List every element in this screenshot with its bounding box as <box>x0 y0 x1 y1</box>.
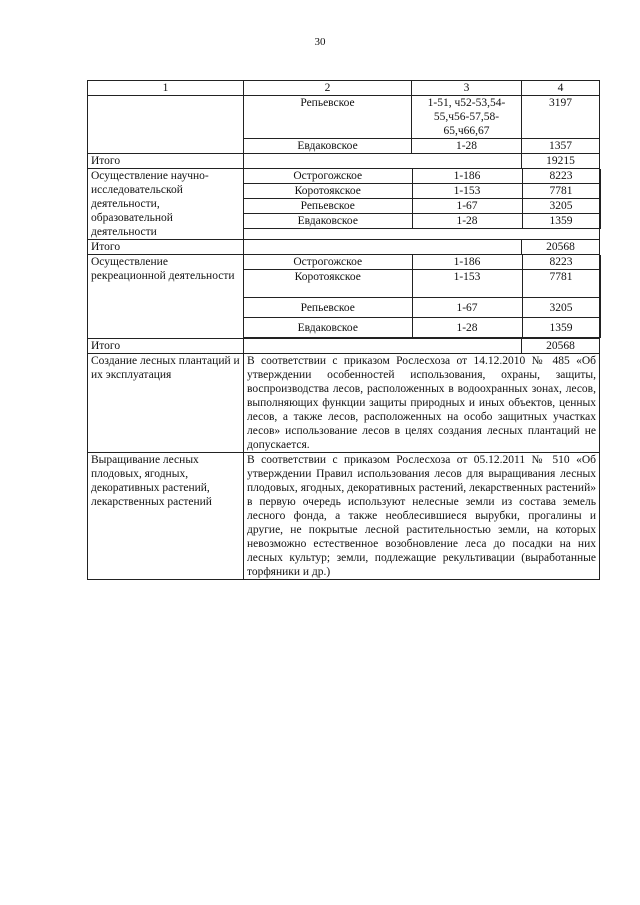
total-label: Итого <box>88 154 244 169</box>
forestry-cell: Репьевское <box>244 96 412 139</box>
subtable-cell <box>244 255 600 339</box>
total-value: 20568 <box>522 339 600 354</box>
table-row <box>244 298 600 318</box>
activity-cell: Выращивание лесных плодовых, ягодных, декоративных растений, лекарственных растений <box>88 453 244 580</box>
header-col-4: 4 <box>522 81 600 96</box>
area-cell: 1359 <box>522 318 600 338</box>
subtable <box>244 255 601 338</box>
area-cell: 1357 <box>522 139 600 154</box>
table-row <box>244 318 600 338</box>
activity-cell: Осуществление научно-исследовательской деятельности, образовательной деятельности <box>88 169 244 240</box>
table-row <box>88 255 600 339</box>
total-value: 19215 <box>522 154 600 169</box>
forestry-cell: Евдаковское <box>244 214 412 229</box>
table-row <box>88 453 600 580</box>
quarters-cell: 1-153 <box>412 270 522 298</box>
empty-cell <box>244 339 522 354</box>
forestry-cell: Репьевское <box>244 298 412 318</box>
quarters-cell: 1-28 <box>412 139 522 154</box>
page-number: 30 <box>314 36 326 48</box>
table-row <box>244 169 600 184</box>
total-label: Итого <box>88 339 244 354</box>
area-cell: 3197 <box>522 96 600 139</box>
forestry-cell: Репьевское <box>244 199 412 214</box>
area-cell: 7781 <box>522 270 600 298</box>
table-row <box>244 255 600 270</box>
table-row <box>244 270 600 298</box>
header-col-3: 3 <box>412 81 522 96</box>
header-col-1: 1 <box>88 81 244 96</box>
quarters-cell: 1-186 <box>412 255 522 270</box>
forestry-cell: Острогожское <box>244 169 412 184</box>
forestry-cell: Коротоякское <box>244 270 412 298</box>
quarters-cell: 1-67 <box>412 199 522 214</box>
forest-use-table <box>87 80 600 580</box>
forestry-cell: Евдаковское <box>244 318 412 338</box>
table-row <box>244 214 600 229</box>
table-row <box>244 199 600 214</box>
subtable-cell <box>244 169 600 240</box>
total-row <box>88 240 600 255</box>
quarters-cell: 1-153 <box>412 184 522 199</box>
description-cell: В соответствии с приказом Рослесхоза от 05.12.2011 № 510 «Об утверждении Правил использования лесов для выращивания лесных плодовых, ягодных, декоративных растений, лекарственных растений» в первую очередь используют нелесные земли из состава земель лесного фонда, а также необлесившиеся вырубки, прогалины и другие, не покрытые лесной растительностью земли, на которых невозможно естественное возобновление леса до посадки на них лесных культур; земли, подлежащие рекультивации (выработанные торфяники и др.) <box>244 453 600 580</box>
total-row <box>88 154 600 169</box>
total-label: Итого <box>88 240 244 255</box>
activity-cell: Осуществление рекреационной деятельности <box>88 255 244 339</box>
area-cell: 1359 <box>522 214 600 229</box>
area-cell: 8223 <box>522 255 600 270</box>
quarters-cell: 1-67 <box>412 298 522 318</box>
quarters-cell: 1-28 <box>412 318 522 338</box>
activity-cell: Создание лесных плантаций и их эксплуатация <box>88 354 244 453</box>
table-row <box>88 96 600 139</box>
forestry-cell: Коротоякское <box>244 184 412 199</box>
quarters-cell: 1-51, ч52-53,54-55,ч56-57,58-65,ч66,67 <box>412 96 522 139</box>
header-row <box>88 81 600 96</box>
forestry-cell: Евдаковское <box>244 139 412 154</box>
area-cell: 7781 <box>522 184 600 199</box>
table-row <box>88 354 600 453</box>
quarters-cell: 1-28 <box>412 214 522 229</box>
forestry-cell: Острогожское <box>244 255 412 270</box>
quarters-cell: 1-186 <box>412 169 522 184</box>
area-cell: 3205 <box>522 298 600 318</box>
subtable <box>244 169 601 229</box>
empty-cell <box>244 154 522 169</box>
total-row <box>88 339 600 354</box>
area-cell: 3205 <box>522 199 600 214</box>
table-row <box>88 169 600 240</box>
table-row <box>244 184 600 199</box>
total-value: 20568 <box>522 240 600 255</box>
header-col-2: 2 <box>244 81 412 96</box>
empty-cell <box>244 240 522 255</box>
area-cell: 8223 <box>522 169 600 184</box>
activity-cell <box>88 96 244 154</box>
description-cell: В соответствии с приказом Рослесхоза от 14.12.2010 № 485 «Об утверждении особенностей использования, охраны, защиты, воспроизводства лесов, расположенных в водоохранных зонах, лесов, выполняющих функции защиты природных и иных объектов, ценных лесов, а также лесов, расположенных на особо защитных участках лесов» использование лесов в целях создания лесных плантаций не допускается. <box>244 354 600 453</box>
